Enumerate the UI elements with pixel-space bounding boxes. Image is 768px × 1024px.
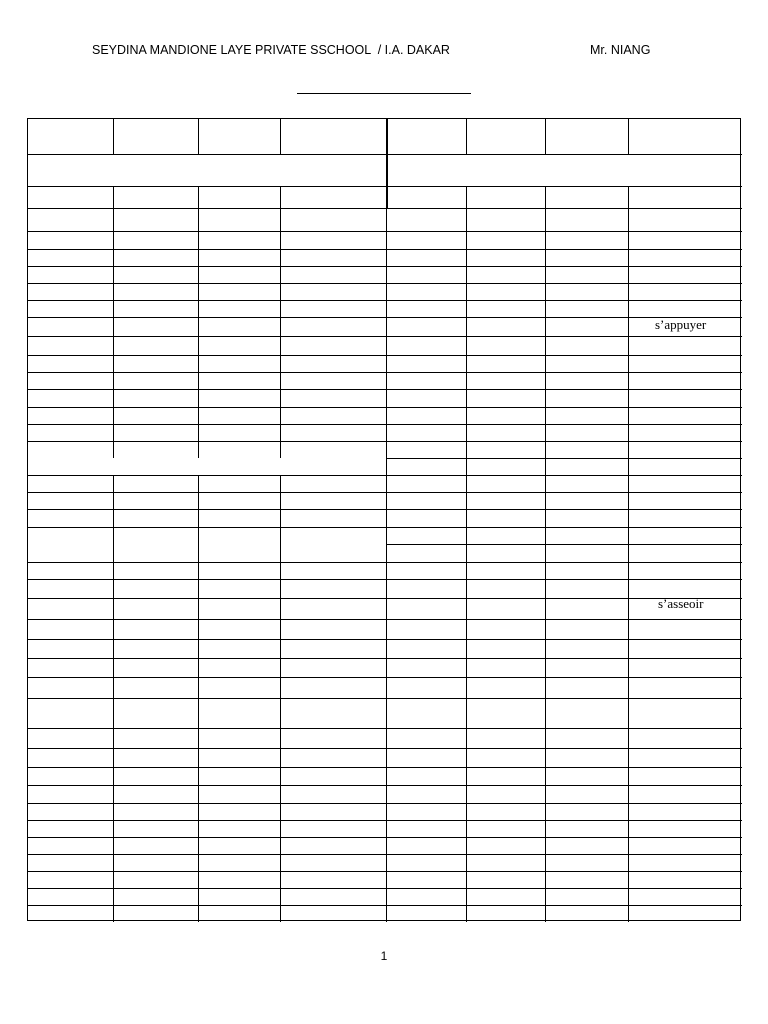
table-column-line <box>466 186 467 922</box>
blank-table <box>27 118 741 921</box>
table-column-line <box>628 119 629 154</box>
table-row-line <box>28 677 742 678</box>
table-row-line <box>28 820 742 821</box>
table-row-line <box>28 785 742 786</box>
table-column-line <box>466 119 467 154</box>
table-row-line <box>28 424 742 425</box>
table-column-line <box>280 186 281 458</box>
table-column-line <box>386 208 387 922</box>
table-row-line <box>28 619 742 620</box>
school-header: SEYDINA MANDIONE LAYE PRIVATE SSCHOOL / I.A. DAKAR <box>92 43 450 57</box>
table-row-line <box>28 372 742 373</box>
page-number: 1 <box>380 949 388 963</box>
table-row-line <box>28 231 742 232</box>
table-row-line <box>28 767 742 768</box>
table-row-line <box>386 458 742 459</box>
table-column-line <box>545 186 546 922</box>
table-column-line <box>198 119 199 154</box>
table-row-line <box>28 154 742 155</box>
table-row-line <box>28 389 742 390</box>
table-column-line <box>628 186 629 922</box>
table-row-line <box>28 509 742 510</box>
table-column-line <box>198 186 199 458</box>
table-row-line <box>28 658 742 659</box>
table-row-line <box>28 186 742 187</box>
table-column-line <box>113 119 114 154</box>
table-row-line <box>28 441 742 442</box>
cell-text-sasseoir: s’asseoir <box>658 596 704 611</box>
table-row-line <box>28 854 742 855</box>
table-row-line <box>28 527 742 528</box>
table-row-line <box>28 317 742 318</box>
table-row-line <box>28 249 742 250</box>
table-row-line <box>28 598 742 599</box>
table-row-line <box>28 888 742 889</box>
table-column-line <box>280 119 281 154</box>
table-row-line <box>386 544 742 545</box>
table-row-line <box>28 837 742 838</box>
table-column-line <box>386 154 388 208</box>
table-row-line <box>28 803 742 804</box>
table-row-line <box>28 905 742 906</box>
table-row-line <box>28 492 742 493</box>
table-row-line <box>28 283 742 284</box>
table-row-line <box>28 300 742 301</box>
table-row-line <box>28 562 742 563</box>
table-column-line <box>198 475 199 922</box>
table-row-line <box>28 407 742 408</box>
table-column-line <box>280 475 281 922</box>
table-row-line <box>28 639 742 640</box>
table-row-line <box>28 266 742 267</box>
cell-text-sappuyer: s’appuyer <box>655 317 707 332</box>
title-underline <box>297 93 471 94</box>
table-row-line <box>28 208 742 209</box>
table-column-line <box>386 119 388 154</box>
teacher-name: Mr. NIANG <box>590 43 651 57</box>
table-row-line <box>28 336 742 337</box>
table-row-line <box>28 748 742 749</box>
table-row-line <box>28 579 742 580</box>
table-column-line <box>113 186 114 458</box>
table-row-line <box>28 475 742 476</box>
table-row-line <box>28 871 742 872</box>
table-row-line <box>28 355 742 356</box>
table-column-line <box>113 475 114 922</box>
table-row-line <box>28 698 742 699</box>
table-column-line <box>545 119 546 154</box>
table-row-line <box>28 728 742 729</box>
